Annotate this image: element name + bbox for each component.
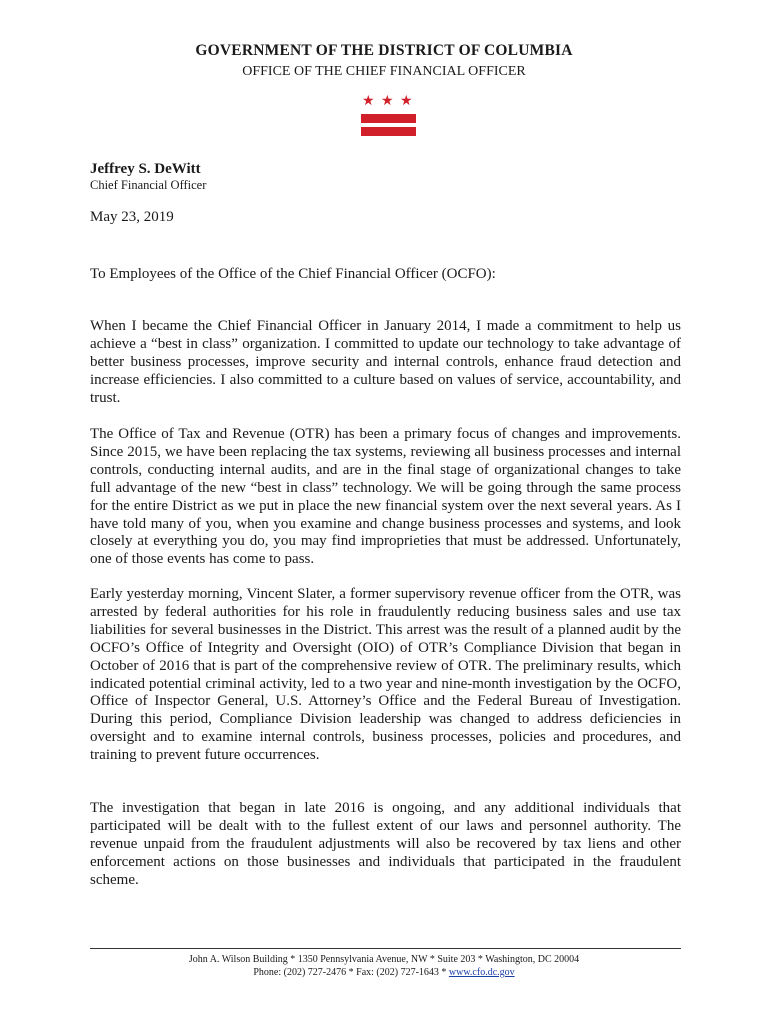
footer-divider	[90, 948, 681, 949]
sender-title: Chief Financial Officer	[90, 178, 207, 192]
dc-flag-logo	[361, 95, 416, 140]
body-paragraph: When I became the Chief Financial Officer in January 2014, I made a commitment to help us achieve a “best in class” organization. I committed to update our technology to take advantage of better business processes, improve security and internal controls, enhance fraud detection and increase efficiencies. I also committed to a culture based on values of service, accountability, and trust.	[90, 318, 681, 406]
footer-address: John A. Wilson Building * 1350 Pennsylvania Avenue, NW * Suite 203 * Washington, DC 20004	[188, 954, 580, 965]
body-paragraph: The investigation that began in late 2016 is ongoing, and any additional individuals that participated will be dealt with to the fullest extent of our laws and personnel authority. The revenue unpaid from the fraudulent adjustments will also be recovered by tax liens and other enforcement actions on those businesses and individuals that participated in the fraudulent scheme.	[90, 800, 681, 888]
star-icon: ★	[362, 94, 375, 109]
flag-bar	[361, 127, 416, 136]
footer-website-link[interactable]: www.cfo.dc.gov	[448, 967, 515, 978]
footer-contact	[0, 967, 768, 978]
flag-bar	[361, 114, 416, 123]
letter-date: May 23, 2019	[90, 209, 174, 225]
footer-phone-fax: Phone: (202) 727-2476 * Fax: (202) 727-1643 *	[253, 967, 449, 978]
body-paragraph: The Office of Tax and Revenue (OTR) has been a primary focus of changes and improvements. Since 2015, we have been replacing the tax systems, reviewing all business processes and internal controls, conducting internal audits, and are in the final stage of organizational changes to take full advantage of the new “best in class” technology. We will be going through the same process for the entire District as we put in place the new financial system over the next several years. As I have told many of you, when you examine and change business processes and systems, and look closely at everything you do, you may find improprieties that must be addressed. Unfortunately, one of those events has come to pass.	[90, 426, 681, 568]
star-icon: ★	[400, 94, 413, 109]
letterhead-government: GOVERNMENT OF THE DISTRICT OF COLUMBIA	[195, 42, 573, 59]
body-paragraph: Early yesterday morning, Vincent Slater, a former supervisory revenue officer from the OTR, was arrested by federal authorities for his role in fraudulently reducing business sales and use tax liabilities for several businesses in the District. This arrest was the result of a planned audit by the OCFO’s Office of Integrity and Oversight (OIO) of OTR’s Compliance Division that began in October of 2016 that is part of the comprehensive review of OTR. The preliminary results, which indicated potential criminal activity, led to a two year and nine-month investigation by the OCFO, Office of Inspector General, U.S. Attorney’s Office and the Federal Bureau of Investigation. During this period, Compliance Division leadership was changed to address deficiencies in oversight and to examine internal controls, business processes, policies and procedures, and training to prevent future occurrences.	[90, 586, 681, 764]
salutation: To Employees of the Office of the Chief Financial Officer (OCFO):	[90, 266, 496, 282]
sender-name: Jeffrey S. DeWitt	[90, 161, 201, 177]
star-icon: ★	[381, 94, 394, 109]
letterhead-office: OFFICE OF THE CHIEF FINANCIAL OFFICER	[242, 64, 526, 79]
